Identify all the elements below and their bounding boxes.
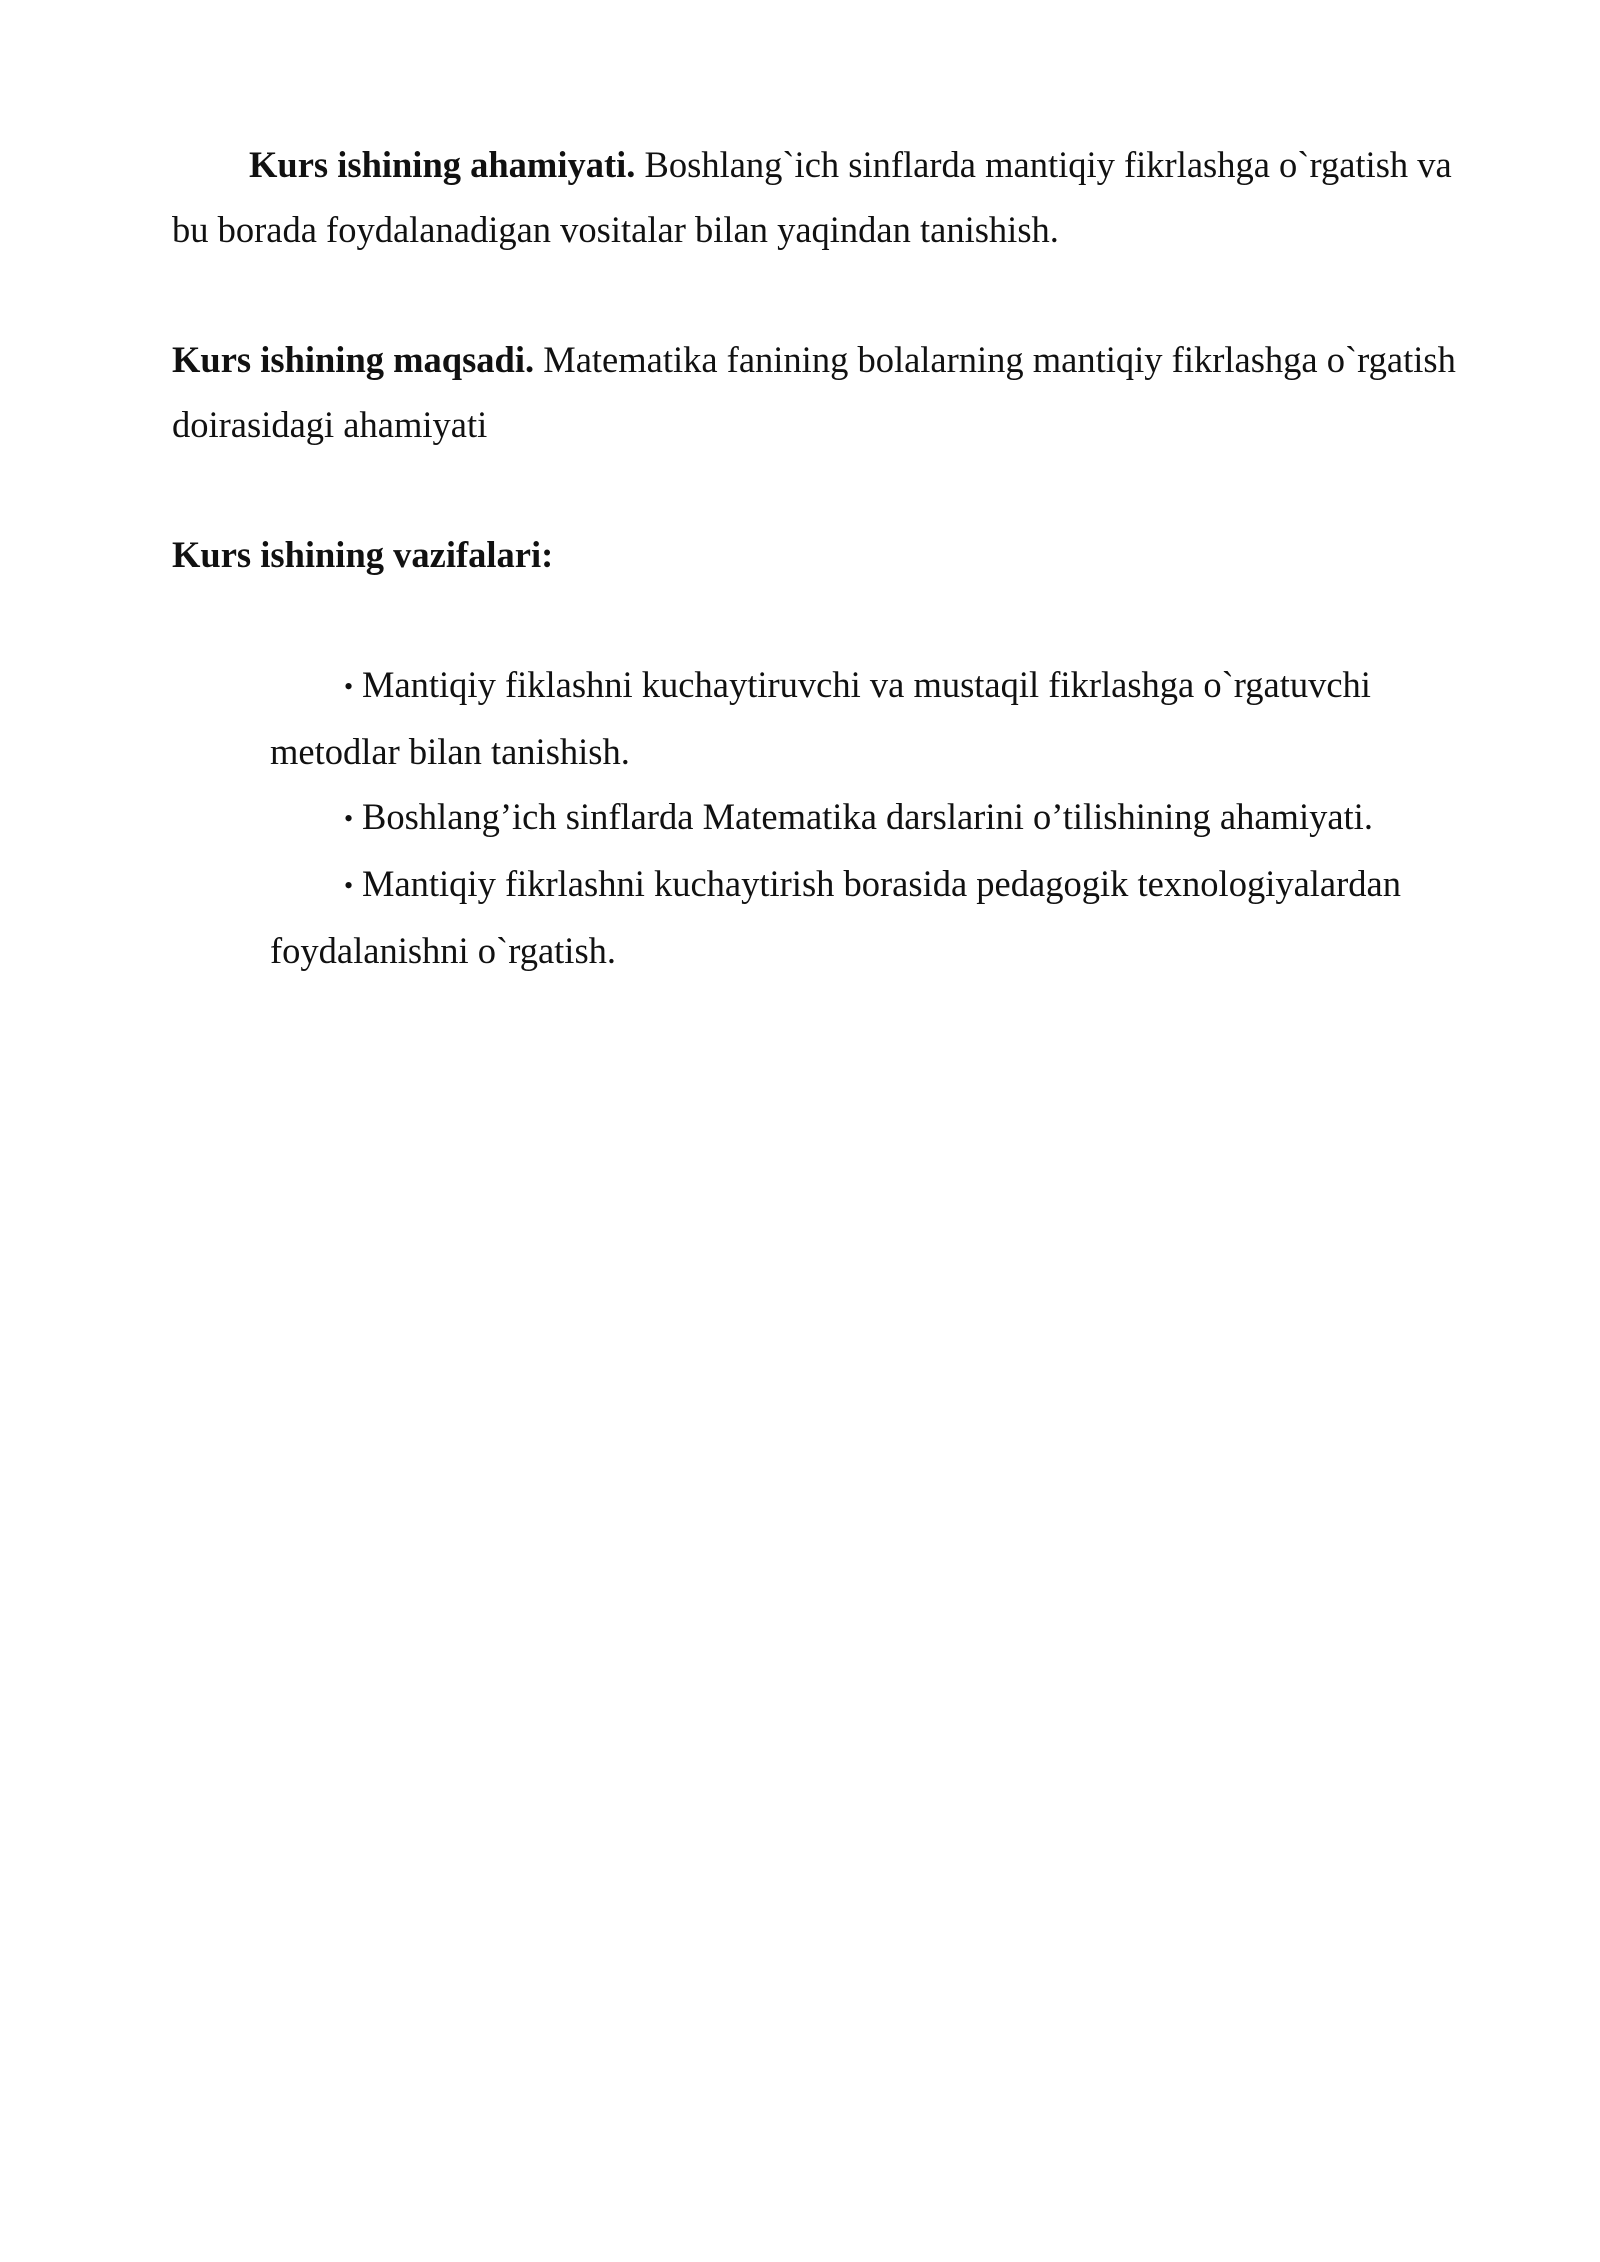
goal-paragraph [172,327,1462,457]
bullet-icon: • [344,672,354,701]
bullet-icon: • [344,804,354,833]
importance-heading: Kurs ishining ahamiyati. [249,144,636,185]
list-item-text: Boshlang’ich sinflarda Matematika darslarini o’tilishining ahamiyati. [362,796,1373,837]
goal-text: Matematika fanining bolalarning mantiqiy fikrlashga o`rgatish doirasidagi ahamiyati [172,339,1456,445]
list-item [270,652,1470,784]
list-item-text: Mantiqiy fikrlashni kuchaytirish borasida pedagogik texnologiyalardan foydalanishni o`rgatish. [270,863,1401,971]
list-item [270,784,1470,851]
tasks-paragraph [172,522,1462,587]
goal-heading: Kurs ishining maqsadi. [172,339,535,380]
importance-text: Boshlang`ich sinflarda mantiqiy fikrlashga o`rgatish va bu borada foydalanadigan vositalar bilan yaqindan tanishish. [172,144,1452,250]
list-item-text: Mantiqiy fiklashni kuchaytiruvchi va mustaqil fikrlashga o`rgatuvchi metodlar bilan tanishish. [270,664,1371,772]
tasks-heading: Kurs ishining vazifalari: [172,534,554,575]
list-item [270,851,1470,983]
tasks-list [270,652,1470,983]
bullet-icon: • [344,871,354,900]
importance-paragraph [172,132,1462,262]
